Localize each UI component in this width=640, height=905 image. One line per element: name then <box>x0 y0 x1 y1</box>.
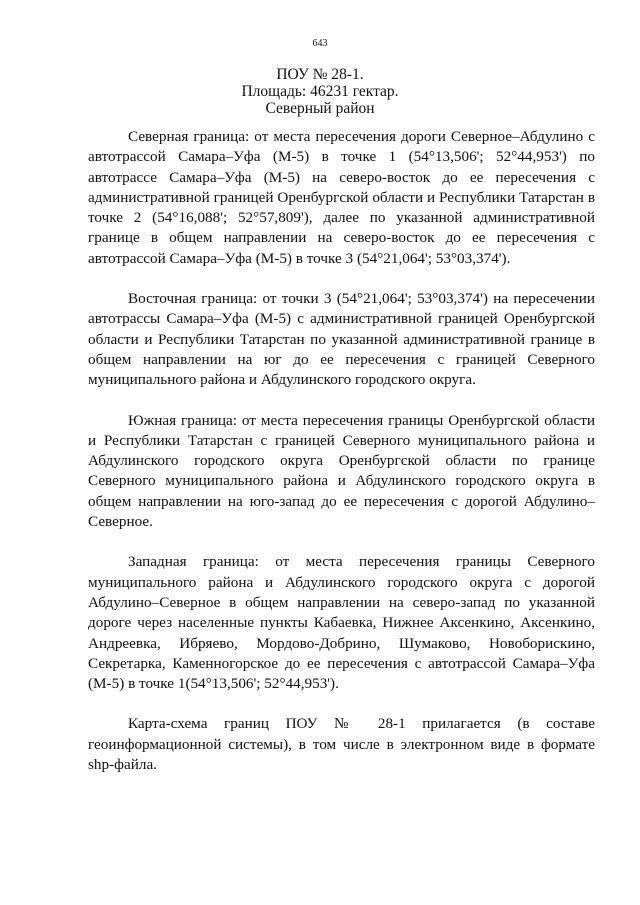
document-body <box>88 127 595 795</box>
western-boundary-paragraph: Западная граница: от места пересечения границы Северного муниципального района и Абдулинского городского округа с дорогой Абдулино–Северное в общем направлении на северо-запад по указанной дороге через населенные пункты Кабаевка, Нижнее Аксенкино, Аксенкино, Андреевка, Ибряево, Мордово-Добрино, Шумаково, Новоборискино, Секретарка, Каменногорское до ее пересечения с автотрассой Самара–Уфа (М-5) в точке 1(54°13,506'; 52°44,953'). <box>88 553 595 693</box>
document-header <box>0 66 640 117</box>
document-title: ПОУ № 28-1. <box>276 66 364 83</box>
map-scheme-paragraph: Карта-схема границ ПОУ № 28-1 прилагается (в составе геоинформационной системы), в том числе в электронном виде в формате shp-файла. <box>88 715 595 774</box>
page-number: 643 <box>312 38 328 49</box>
northern-boundary-paragraph: Северная граница: от места пересечения дороги Северное–Абдулино с автотрассой Самара–Уфа (М-5) в точке 1 (54°13,506'; 52°44,953') по автотрассе Самара–Уфа (М-5) на северо-восток до ее пересечения с административной границей Оренбургской области и Республики Татарстан в точке 2 (54°16,088'; 52°57,809'), далее по указанной административной границе в общем направлении на северо-восток до ее пересечения с автотрассой Самара–Уфа (М-5) в точке 3 (54°21,064'; 53°03,374'). <box>88 128 595 267</box>
southern-boundary-paragraph: Южная граница: от места пересечения границы Оренбургской области и Республики Татарстан с границей Северного муниципального района и Абдулинского городского округа Оренбургской области по границе Северного муниципального района и Абдулинского городского округа в общем направлении на юго-запад до ее пересечения с дорогой Абдулино–Северное. <box>88 411 595 531</box>
area-line: Площадь: 46231 гектар. <box>241 83 399 100</box>
eastern-boundary-paragraph: Восточная граница: от точки 3 (54°21,064'; 53°03,374') на пересечении автотрассы Самара–Уфа (М-5) с административной границей Оренбургской области и Республики Татарстан по указанной административной границе в общем направлении на юг до ее пересечения с границей Северного муниципального района и Абдулинского городского округа. <box>88 290 595 389</box>
district-line: Северный район <box>265 100 375 117</box>
